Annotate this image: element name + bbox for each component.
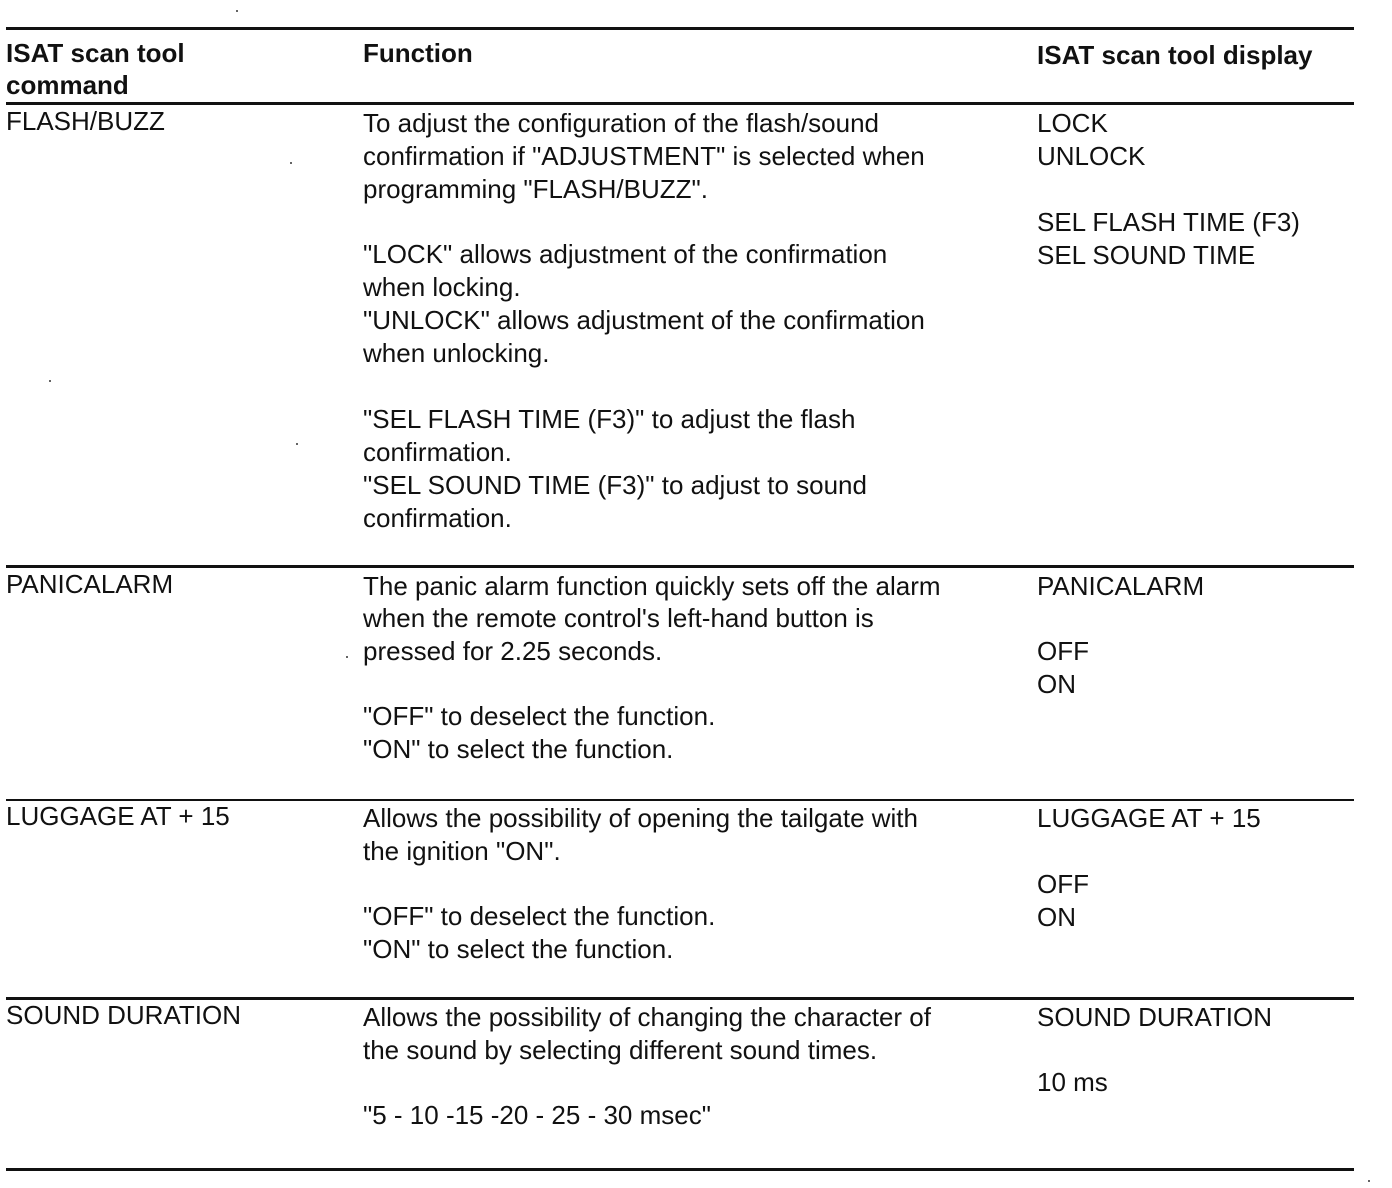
header-function: Function (363, 38, 473, 68)
header-display: ISAT scan tool display (1037, 40, 1313, 70)
display-value: UNLOCK (1037, 141, 1146, 171)
function-line: when the remote control's left-hand button is (363, 603, 874, 633)
function-line: "UNLOCK" allows adjustment of the confirmation (363, 305, 925, 335)
function-line: pressed for 2.25 seconds. (363, 636, 663, 666)
display-value: SEL FLASH TIME (F3) (1037, 207, 1300, 237)
display-value: ON (1037, 902, 1076, 932)
function-line: confirmation. (363, 503, 512, 533)
scan-speck (346, 656, 348, 658)
function-line: the ignition "ON". (363, 836, 561, 866)
row-command: FLASH/BUZZ (6, 106, 165, 136)
function-line: when locking. (363, 272, 521, 302)
header-command-line-1: ISAT scan tool (6, 38, 185, 68)
row-command: LUGGAGE AT + 15 (6, 801, 230, 831)
function-line: "OFF" to deselect the function. (363, 701, 716, 731)
display-value: LUGGAGE AT + 15 (1037, 803, 1261, 833)
display-value: 10 ms (1037, 1067, 1108, 1097)
scan-speck (1368, 1180, 1370, 1182)
row-command: PANICALARM (6, 569, 174, 599)
function-line: The panic alarm function quickly sets off the alarm (363, 571, 941, 601)
display-value: SEL SOUND TIME (1037, 240, 1256, 270)
function-line: confirmation. (363, 437, 512, 467)
display-value: SOUND DURATION (1037, 1002, 1272, 1032)
scan-speck (296, 443, 298, 445)
function-line: "5 - 10 -15 -20 - 25 - 30 msec" (363, 1100, 711, 1130)
header-command-line-2: command (6, 70, 129, 100)
display-value: PANICALARM (1037, 571, 1205, 601)
row-divider (6, 565, 1354, 568)
function-line: "SEL FLASH TIME (F3)" to adjust the flash (363, 404, 856, 434)
scan-speck (290, 162, 292, 164)
function-line: To adjust the configuration of the flash/sound (363, 108, 880, 138)
function-line: when unlocking. (363, 338, 550, 368)
function-line: Allows the possibility of changing the character of (363, 1002, 931, 1032)
function-line: "ON" to select the function. (363, 734, 674, 764)
function-line: "SEL SOUND TIME (F3)" to adjust to sound (363, 470, 867, 500)
display-value: OFF (1037, 636, 1089, 666)
function-line: "OFF" to deselect the function. (363, 901, 716, 931)
function-line: "ON" to select the function. (363, 934, 674, 964)
function-line: Allows the possibility of opening the tailgate with (363, 803, 918, 833)
function-line: programming "FLASH/BUZZ". (363, 174, 708, 204)
display-value: OFF (1037, 869, 1089, 899)
scan-speck (236, 10, 238, 12)
display-value: ON (1037, 669, 1076, 699)
table-bottom-rule (6, 1168, 1354, 1171)
function-line: confirmation if "ADJUSTMENT" is selected when (363, 141, 925, 171)
function-line: "LOCK" allows adjustment of the confirmation (363, 239, 888, 269)
scan-speck (49, 380, 51, 382)
row-command: SOUND DURATION (6, 1000, 241, 1030)
display-value: LOCK (1037, 108, 1108, 138)
table-top-rule (6, 27, 1354, 30)
function-line: the sound by selecting different sound times. (363, 1035, 878, 1065)
header-bottom-rule (6, 102, 1354, 105)
